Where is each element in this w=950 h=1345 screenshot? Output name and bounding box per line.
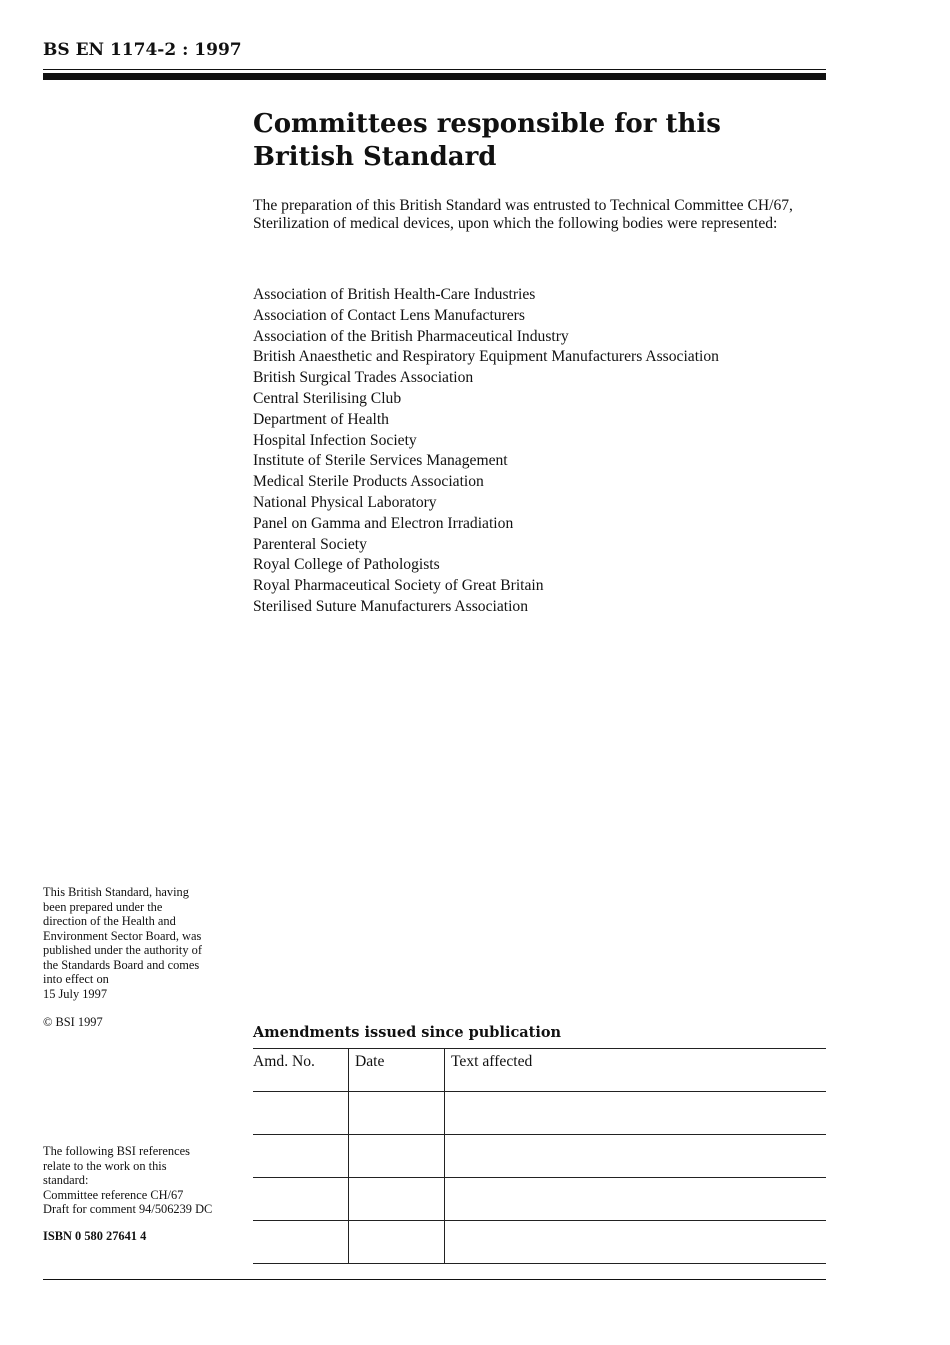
table-cell [253,1221,349,1264]
table-row [253,1178,826,1221]
table-cell [349,1178,445,1221]
column-header-amd-no: Amd. No. [253,1049,349,1092]
approval-line: the Standards Board and comes [43,957,200,972]
reference-line: standard: [43,1173,89,1187]
list-item: Central Sterilising Club [253,389,402,407]
table-row [253,1135,826,1178]
isbn: ISBN 0 580 27641 4 [43,1229,147,1243]
list-item: Parenteral Society [253,535,367,553]
amendments-heading: Amendments issued since publication [253,1024,562,1041]
list-item: Hospital Infection Society [253,431,417,449]
list-item: Institute of Sterile Services Management [253,452,508,470]
list-item: Royal College of Pathologists [253,556,440,574]
list-item: Department of Health [253,410,389,428]
approval-line: into effect on [43,972,109,986]
page-title [253,108,813,174]
table-cell [253,1092,349,1135]
draft-reference: Draft for comment 94/506239 DC [43,1202,213,1216]
list-item: Panel on Gamma and Electron Irradiation [253,514,514,532]
list-item: British Anaesthetic and Respiratory Equipment Manufacturers Association [253,348,719,366]
approval-line: published under the authority of [43,943,202,957]
table-cell [445,1092,827,1135]
table-cell [445,1178,827,1221]
table-cell [445,1135,827,1178]
list-item: Association of British Health-Care Industries [253,286,536,303]
footer-rule [43,1279,826,1280]
reference-line: relate to the work on this [43,1158,167,1173]
list-item: British Surgical Trades Association [253,369,474,387]
bsi-references [43,1144,238,1217]
amendments-table [253,1048,826,1264]
table-cell [253,1178,349,1221]
approval-line: been prepared under the [43,899,163,914]
list-item: Medical Sterile Products Association [253,473,484,491]
header-thick-rule [43,73,826,80]
approval-line: This British Standard, having [43,885,189,899]
table-header-row [253,1049,826,1092]
intro-paragraph: The preparation of this British Standard was entrusted to Technical Committee CH/67, Sterilization of medical devices, upon which the following bodies were represented: [253,197,793,232]
table-row [253,1221,826,1264]
effective-date: 15 July 1997 [43,986,108,1001]
list-item: Association of the British Pharmaceutical Industry [253,327,569,345]
approval-line: direction of the Health and [43,914,176,928]
reference-line: The following BSI references [43,1144,190,1158]
table-cell [445,1221,827,1264]
table-cell [349,1135,445,1178]
title-line-1: Committees responsible for this [253,109,721,139]
table-row [253,1092,826,1135]
list-item: National Physical Laboratory [253,493,437,511]
header-thin-rule [43,69,826,70]
table-cell [349,1221,445,1264]
list-item: Sterilised Suture Manufacturers Association [253,597,528,615]
table-cell [253,1135,349,1178]
approval-line: Environment Sector Board, was [43,928,202,943]
list-item: Association of Contact Lens Manufacturers [253,306,525,324]
title-line-2: British Standard [253,142,497,172]
column-header-text-affected: Text affected [445,1049,827,1092]
table-cell [349,1092,445,1135]
list-item: Royal Pharmaceutical Society of Great Britain [253,577,544,595]
committee-reference: Committee reference CH/67 [43,1187,184,1202]
approval-note [43,885,238,1001]
copyright-notice: © BSI 1997 [43,1015,103,1029]
document-id: BS EN 1174-2 : 1997 [43,40,242,60]
column-header-date: Date [349,1049,445,1092]
represented-bodies-list [253,285,719,618]
